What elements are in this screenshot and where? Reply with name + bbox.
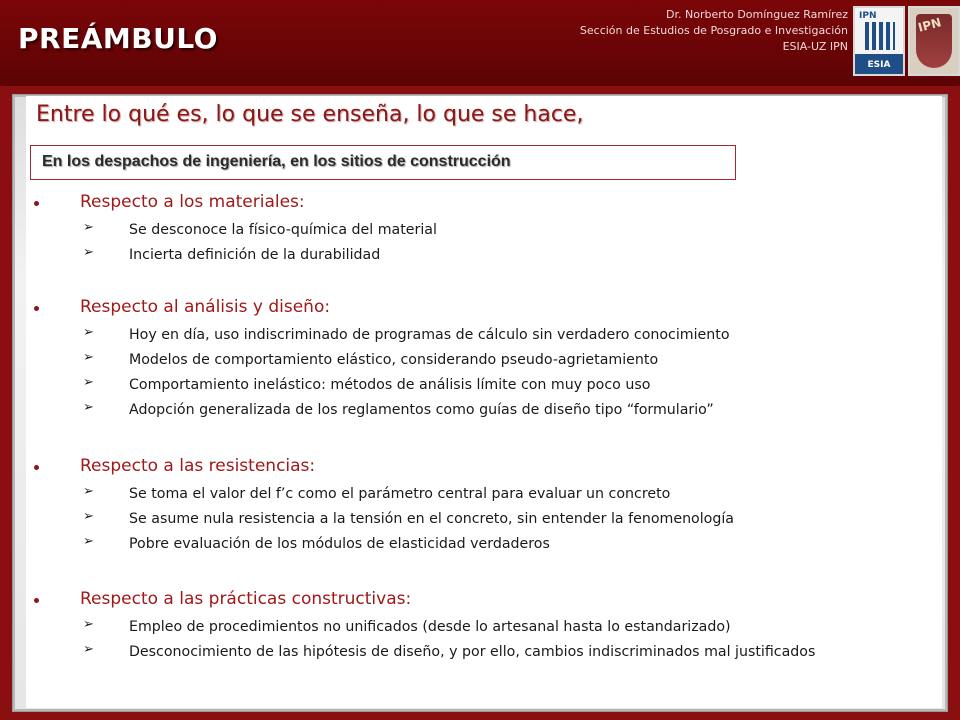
author-credits (580, 7, 848, 55)
list-item (30, 507, 930, 532)
building-icon (865, 22, 895, 50)
list-item (30, 398, 930, 423)
list-item (30, 640, 930, 665)
arrow-bullet-icon: ➢ (83, 400, 94, 415)
arrow-bullet-icon: ➢ (83, 509, 94, 524)
list-item-text: Hoy en día, uso indiscriminado de programas de cálculo sin verdadero conocimiento (129, 327, 730, 343)
arrow-bullet-icon: ➢ (83, 350, 94, 365)
bullet-icon (34, 306, 39, 311)
bullet-icon (34, 598, 39, 603)
list-item (30, 243, 930, 268)
section-construction-practices (30, 589, 930, 665)
section-heading-label: Respecto a las resistencias: (80, 456, 316, 476)
banner-text: En los despachos de ingeniería, en los sitios de construcción (42, 153, 511, 170)
section-heading-label: Respecto al análisis y diseño: (80, 297, 331, 317)
list-item (30, 218, 930, 243)
arrow-bullet-icon: ➢ (83, 325, 94, 340)
department-name: Sección de Estudios de Posgrado e Investigación (579, 24, 848, 37)
logo-bottom-text: ESIA (867, 60, 891, 70)
bullet-icon (34, 465, 39, 470)
section-heading-label: Respecto a las prácticas constructivas: (80, 589, 412, 609)
list-item (30, 615, 930, 640)
arrow-bullet-icon: ➢ (83, 375, 94, 390)
context-banner (30, 145, 736, 180)
arrow-bullet-icon: ➢ (83, 617, 94, 632)
list-item-text: Se desconoce la físico-química del material (129, 222, 437, 238)
section-heading (30, 297, 930, 323)
section-heading (30, 192, 930, 218)
section-heading (30, 456, 930, 482)
list-item-text: Modelos de comportamiento elástico, considerando pseudo-agrietamiento (129, 352, 659, 368)
ipn-shield-logo-icon (908, 6, 960, 76)
section-materials (30, 192, 930, 268)
section-resistances (30, 456, 930, 557)
slide-subtitle: Entre lo qué es, lo que se enseña, lo que se hace, (36, 102, 584, 127)
author-name: Dr. Norberto Domínguez Ramírez (666, 8, 848, 21)
arrow-bullet-icon: ➢ (83, 534, 94, 549)
list-item-text: Comportamiento inelástico: métodos de análisis límite con muy poco uso (129, 377, 651, 393)
arrow-bullet-icon: ➢ (83, 642, 94, 657)
bullet-icon (34, 201, 39, 206)
shield-text: IPN (916, 15, 943, 35)
list-item (30, 532, 930, 557)
arrow-bullet-icon: ➢ (83, 484, 94, 499)
logo-top-text: IPN (859, 11, 877, 21)
institution-name: ESIA-UZ IPN (782, 40, 848, 53)
list-item-text: Desconocimiento de las hipótesis de diseño, y por ello, cambios indiscriminados mal justificados (129, 644, 816, 660)
arrow-bullet-icon: ➢ (83, 245, 94, 260)
list-item-text: Pobre evaluación de los módulos de elasticidad verdaderos (129, 536, 550, 552)
list-item-text: Se asume nula resistencia a la tensión en el concreto, sin entender la fenomenología (129, 511, 734, 527)
section-analysis-design (30, 297, 930, 423)
list-item (30, 482, 930, 507)
esia-logo-icon (853, 6, 905, 76)
slide-title: PREÁMBULO (18, 22, 218, 55)
slide-header (0, 0, 960, 86)
list-item-text: Empleo de procedimientos no unificados (desde lo artesanal hasta lo estandarizado) (129, 619, 731, 635)
arrow-bullet-icon: ➢ (83, 220, 94, 235)
list-item-text: Incierta definición de la durabilidad (129, 247, 381, 263)
section-heading (30, 589, 930, 615)
list-item (30, 348, 930, 373)
section-heading-label: Respecto a los materiales: (80, 192, 305, 212)
list-item-text: Se toma el valor del f’c como el parámetro central para evaluar un concreto (129, 486, 671, 502)
list-item-text: Adopción generalizada de los reglamentos como guías de diseño tipo “formulario” (129, 402, 714, 418)
list-item (30, 373, 930, 398)
list-item (30, 323, 930, 348)
